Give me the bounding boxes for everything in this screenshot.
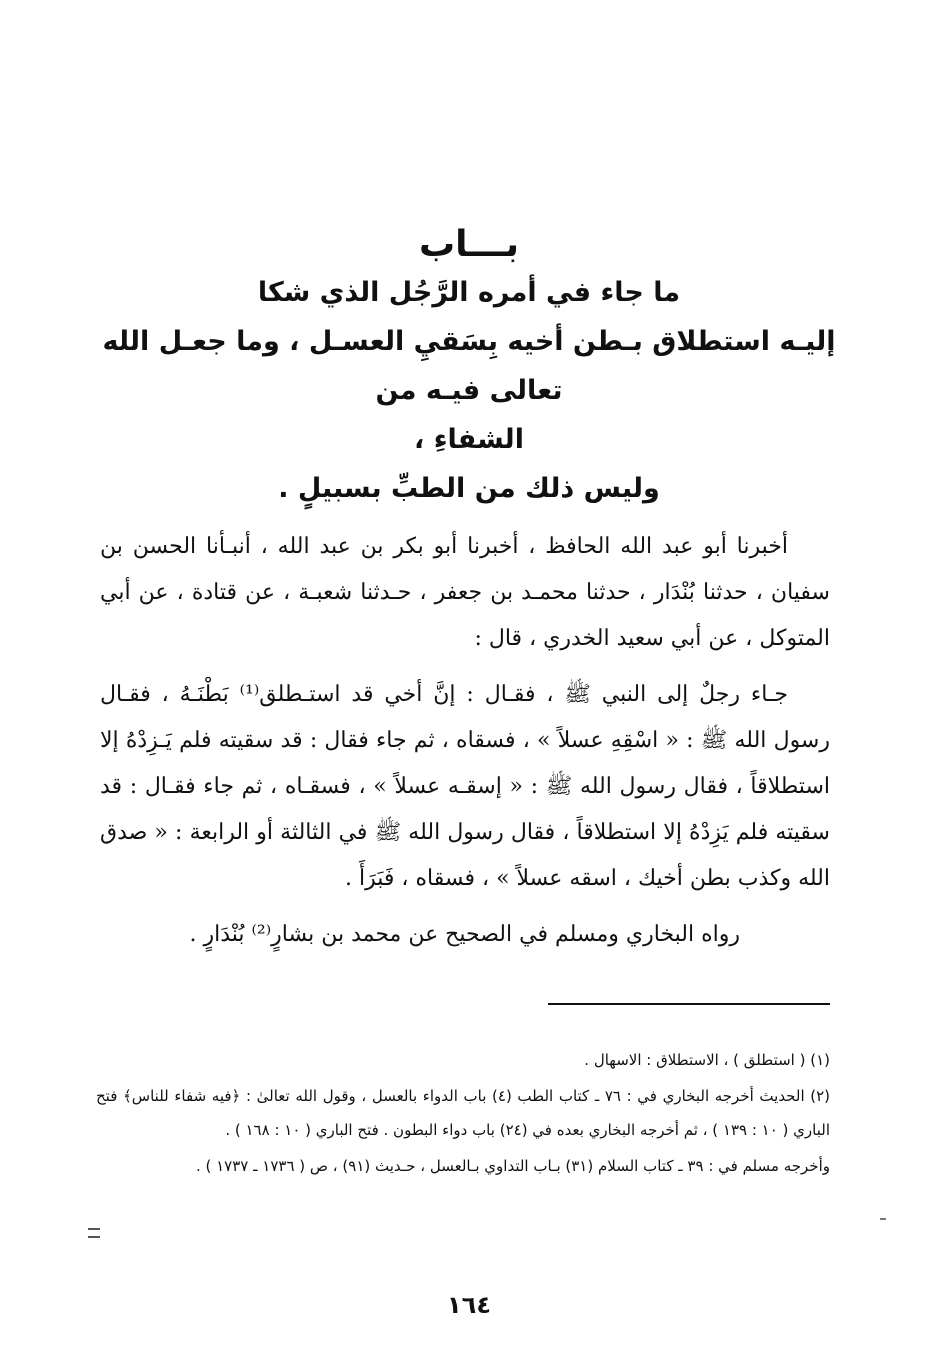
chapter-heading [90,222,848,513]
margin-mark [88,1228,100,1238]
chapter-title-line-4: وليس ذلك من الطبِّ بسبيلٍ . [278,473,660,504]
isnad-paragraph: أخبرنا أبو عبد الله الحافظ ، أخبرنا أبو بكر بن عبد الله ، أنبـأنا الحسن بن سفيان ، حدثنا بُنْدَار ، حدثنا محمـد بن جعفر ، حـدثنا شعبـة ، عن قتادة ، عن أبي المتوكل ، عن أبي سعيد الخدري ، قال : [100,534,830,651]
hadith-paragraph: جـاء رجلٌ إلى النبي ﷺ ، فقـال : إنَّ أخي قد استـطلق⁽¹⁾ بَطْنَـهُ ، فقـال رسول الله ﷺ : « اسْقِهِ عسلاً » ، فسقاه ، ثم جاء فقال : قد سقيته فلم يَـزِدْهُ إلا استطلاقاً ، فقال رسول الله ﷺ : « إسقـه عسلاً » ، فسقـاه ، ثم جاء فقـال : قد سقيته فلم يَزِدْهُ إلا استطلاقاً ، فقال رسول الله ﷺ في الثالثة أو الرابعة : « صدق الله وكذب بطن أخيك ، اسقه عسلاً » ، فسقاه ، فَبَرَأَ . [100,682,830,891]
chapter-title-line-2: إليـه استطلاق بـطن أخيه بِسَقيِ العسـل ، وما جعـل الله تعالى فيـه من [102,326,836,406]
chapter-title-line-3: الشفاءِ ، [414,424,524,455]
footnote-divider [548,1003,830,1005]
footnote-1: (١) ( استطلق ) ، الاستطلاق : الاسهال . [584,1051,830,1069]
footnote-2: (٢) الحديث أخرجه البخاري في : ٧٦ ـ كتاب الطب (٤) باب الدواء بالعسل ، وقول الله تعالىٰ : ﴿فيه شفاء للناس﴾ فتح الباري ( ١٠ : ١٣٩ ) ، ثم أخرجه البخاري بعده في (٢٤) باب دواء البطون . فتح الباري ( ١٠ : ١٦٨ ) . [96,1087,831,1139]
chapter-label: بـــاب [418,224,520,265]
page-number: ١٦٤ [447,1291,491,1319]
narration-source-paragraph: رواه البخاري ومسلم في الصحيح عن محمد بن بشارٍ⁽²⁾ بُنْدَارٍ . [189,922,740,947]
margin-tick [880,1218,886,1220]
main-text [100,524,830,968]
chapter-title-line-1: ما جاء في أمره الرَّجُل الذي شكا [257,277,681,308]
footnote-2-continuation: وأخرجه مسلم في : ٣٩ ـ كتاب السلام (٣١) بـاب التداوي بـالعسل ، حـديث (٩١) ، ص ( ١٧٣٦ ـ ١٧٣٧ ) . [195,1157,830,1175]
footnotes [96,1043,830,1185]
